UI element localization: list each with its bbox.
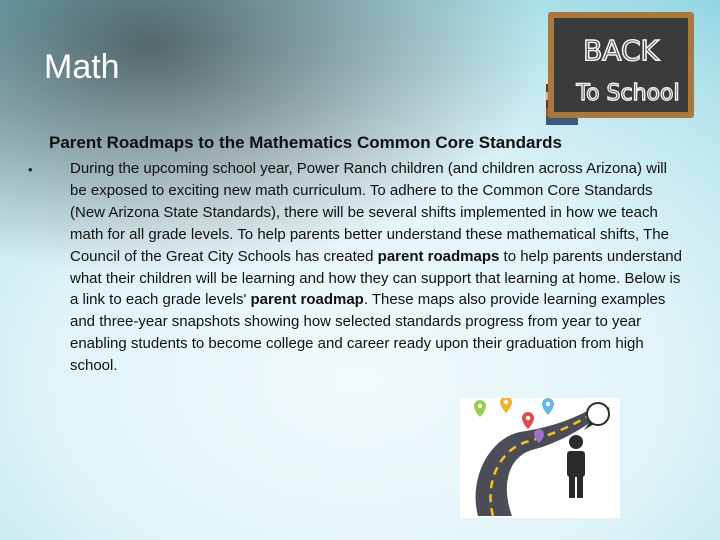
back-to-school-chalkboard-icon bbox=[546, 10, 696, 128]
chalkboard-line2: To School bbox=[576, 81, 680, 106]
parent-roadmaps-emphasis: parent roadmaps bbox=[377, 247, 500, 265]
parent-roadmap-emphasis: parent roadmap bbox=[250, 291, 364, 309]
paragraph-text-1: During the upcoming school year, Power Ranch children (and children across Arizona) will be exposed to exciting new math curriculum. To adhere to the Common Core Standards (New Arizona State Standards), there will be several shifts implemented in how we teach math for all grade levels. To help parents better understand these mathematical shifts, The Council of the Great City Schools has created bbox=[70, 160, 669, 265]
paragraph-text-2: to help parents understand what their children will be learning and how they can support that learning at home. Below is a link to each grade levels' bbox=[70, 247, 682, 309]
slide-title: Math bbox=[44, 48, 120, 86]
road-map-icon bbox=[460, 398, 620, 518]
slide-subtitle: Parent Roadmaps to the Mathematics Common Core Standards bbox=[49, 133, 562, 152]
chalkboard-line1: BACK bbox=[583, 34, 659, 67]
paragraph-text-3: . These maps also provide learning examples and three-year snapshots showing how selected standards progress from year to year enabling students to become college and career ready upon their graduation from high school. bbox=[70, 291, 666, 375]
body-paragraph bbox=[70, 158, 682, 377]
bullet-marker: • bbox=[28, 162, 33, 177]
